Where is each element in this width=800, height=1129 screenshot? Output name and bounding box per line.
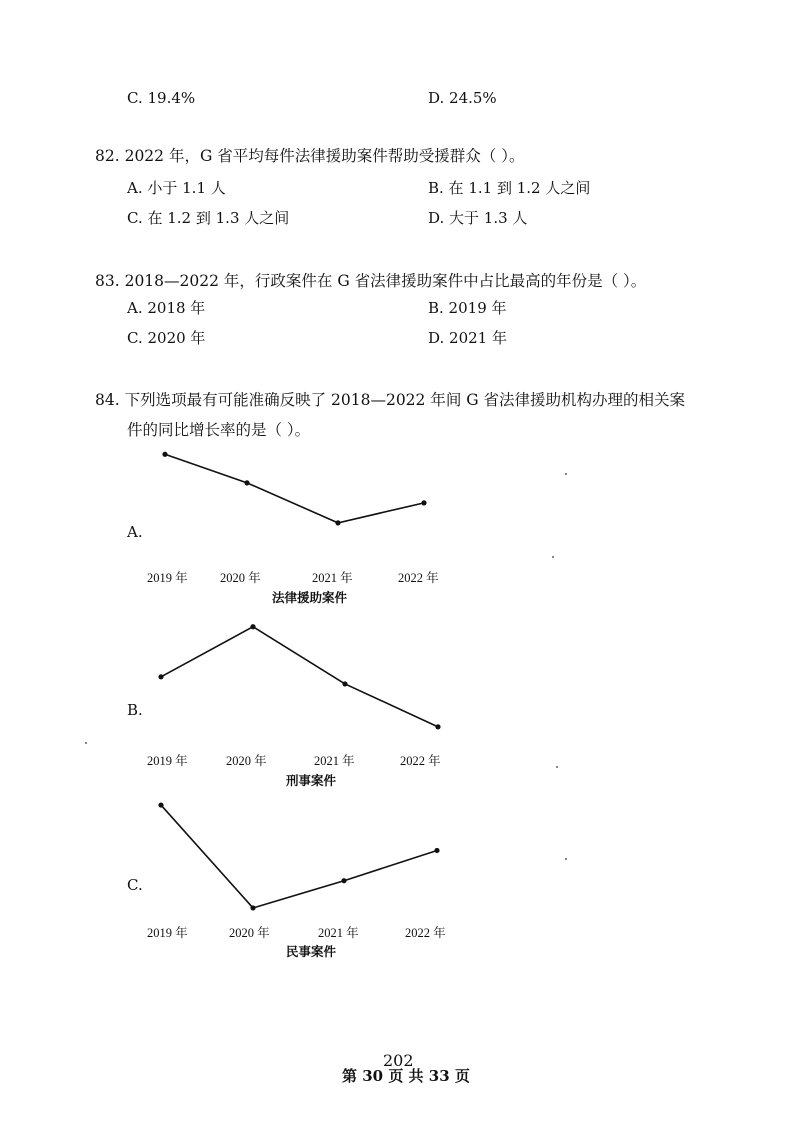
q84-option-c-letter: C. [127, 876, 143, 894]
scan-speck [556, 766, 558, 768]
chart-b-xlabel-1: 2020 年 [226, 754, 267, 768]
q83-option-b: B. 2019 年 [428, 299, 507, 317]
chart-a-xlabel-0: 2019 年 [147, 571, 188, 585]
scan-speck [552, 556, 554, 558]
chart-c-point-0 [158, 802, 163, 807]
q83-option-c: C. 2020 年 [127, 329, 206, 347]
q84-option-b-letter: B. [127, 701, 143, 719]
scan-speck [85, 742, 87, 744]
chart-c-point-3 [434, 848, 439, 853]
chart-a-xlabel-3: 2022 年 [398, 571, 439, 585]
q82-option-a: A. 小于 1.1 人 [127, 179, 226, 197]
chart-a-xlabel-1: 2020 年 [220, 571, 261, 585]
q83-stem: 83. 2018—2022 年，行政案件在 G 省法律援助案件中占比最高的年份是（ ）。 [95, 272, 647, 290]
q82-option-d: D. 大于 1.3 人 [428, 209, 528, 227]
q83-option-a: A. 2018 年 [127, 299, 206, 317]
q82-option-c: C. 在 1.2 到 1.3 人之间 [127, 209, 290, 227]
page-stamp-number: 202 [383, 1051, 414, 1070]
q81-option-d: D. 24.5% [428, 89, 497, 107]
chart-c-series-line [161, 805, 437, 908]
chart-b-xlabel-0: 2019 年 [147, 754, 188, 768]
chart-c-point-1 [250, 905, 255, 910]
chart-c-title: 民事案件 [286, 944, 337, 959]
q81-option-c: C. 19.4% [127, 89, 196, 107]
chart-c-point-2 [341, 878, 346, 883]
chart-c-xlabel-1: 2020 年 [229, 926, 270, 940]
chart-c-xlabel-3: 2022 年 [405, 926, 446, 940]
chart-b-xlabel-2: 2021 年 [314, 754, 355, 768]
chart-c-xlabel-0: 2019 年 [147, 926, 188, 940]
chart-c-xlabel-2: 2021 年 [318, 926, 359, 940]
q84-option-a-letter: A. [127, 523, 143, 541]
q82-option-b: B. 在 1.1 到 1.2 人之间 [428, 179, 591, 197]
chart-b-title: 刑事案件 [286, 773, 337, 788]
page-footer: 第 30 页 共 33 页 [342, 1067, 470, 1085]
chart-a-xlabel-2: 2021 年 [312, 571, 353, 585]
q83-option-d: D. 2021 年 [428, 329, 507, 347]
scan-speck [565, 473, 567, 475]
q84-stem-line1: 84. 下列选项最有可能准确反映了 2018—2022 年间 G 省法律援助机构办理的相关案 [95, 391, 686, 409]
chart-b-xlabel-3: 2022 年 [400, 754, 441, 768]
q82-stem: 82. 2022 年，G 省平均每件法律援助案件帮助受援群众（ ）。 [95, 147, 525, 165]
scan-speck [565, 858, 567, 860]
q84-stem-line2: 件的同比增长率的是（ ）。 [127, 421, 311, 439]
chart-a-title: 法律援助案件 [272, 590, 348, 605]
